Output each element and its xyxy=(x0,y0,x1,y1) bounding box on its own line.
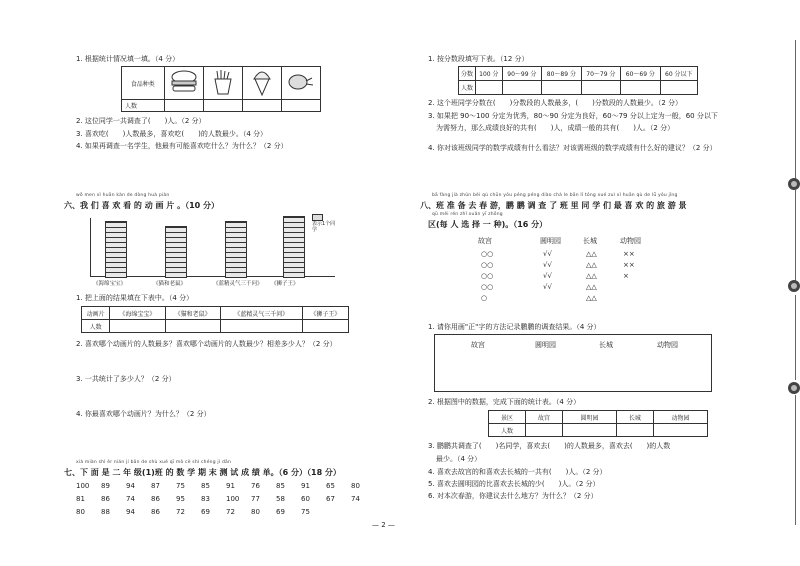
score-value: 72 xyxy=(176,508,185,516)
bar-label-3: 《狮子王》 xyxy=(271,281,299,287)
survey-mark: √√ xyxy=(543,261,552,269)
sec6-q1: 1. 把上面的结果填在下表中。（4 分） xyxy=(76,294,194,302)
cartoon-table-col1: 《海绵宝宝》 xyxy=(110,307,165,320)
score-value: 58 xyxy=(276,495,285,503)
bar-2 xyxy=(225,221,247,278)
tally-place-0: 故宫 xyxy=(471,341,485,349)
survey-mark: ×× xyxy=(623,261,635,269)
bar-block xyxy=(226,272,246,277)
band-col1: 100 分 xyxy=(476,67,503,81)
score-value: 85 xyxy=(201,482,210,490)
survey-header-2: 长城 xyxy=(583,237,597,245)
sec8-q1: 1. 请你用画"正"字的方法记录鹏鹏的调查结果。（4 分） xyxy=(428,323,601,331)
sec6-pinyin: wǒ men xǐ huān kàn de dòng huà piàn xyxy=(76,193,170,198)
food-table xyxy=(121,66,321,112)
score-value: 91 xyxy=(226,482,235,490)
survey-mark: ○○ xyxy=(481,250,494,258)
sec8-q2: 2. 根据图中的数据，完成下面的统计表。（4 分） xyxy=(428,398,581,406)
sec8-pinyin2: qū měi rén zhǐ xuǎn yī zhǒng xyxy=(432,212,503,217)
page-number: — 2 — xyxy=(372,521,395,529)
sec7-title: 七、下 面 是 二 年 级(1)班 的 数 学 期 末 测 试 成 绩 单。（6 分）（18 分） xyxy=(64,468,341,477)
band-row2: 人数 xyxy=(459,81,476,95)
score-value: 75 xyxy=(301,508,310,516)
sec8-q4: 4. 喜欢去故宫的和喜欢去长城的一共有( )人。（2 分） xyxy=(428,468,607,476)
band-col4: 70～79 分 xyxy=(581,67,620,81)
score-value: 74 xyxy=(351,495,360,503)
survey-mark: △△ xyxy=(586,261,597,269)
score-value: 100 xyxy=(226,495,240,503)
cartoon-table-col2: 《猫和老鼠》 xyxy=(165,307,220,320)
sec6-q3: 3. 一共统计了多少人？（2 分） xyxy=(76,375,176,383)
binding-line-3 xyxy=(795,295,796,380)
bar-3 xyxy=(283,216,305,278)
binding-line-2 xyxy=(795,190,796,285)
left-q4: 4. 如果再调查一名学生，他最有可能喜欢吃什么？为什么？（2 分） xyxy=(76,142,288,150)
band-col6: 60 分以下 xyxy=(660,67,697,81)
score-value: 80 xyxy=(251,508,260,516)
scenic-col3: 长城 xyxy=(616,411,653,424)
sec8-title2: 区(每 人 选 择 一 种)。（16 分） xyxy=(428,220,548,229)
cartoon-table-row2: 人数 xyxy=(82,320,110,333)
survey-mark: ×× xyxy=(623,250,635,258)
band-col5: 60～69 分 xyxy=(621,67,660,81)
score-value: 87 xyxy=(151,482,160,490)
right-q4: 4. 你对该班级同学的数学成绩有什么看法？对该需班级的数学成绩有什么好的建议？（2 分） xyxy=(428,144,717,152)
score-value: 91 xyxy=(301,482,310,490)
binding-hole-2 xyxy=(788,280,800,292)
score-value: 83 xyxy=(201,495,210,503)
survey-header-1: 圆明园 xyxy=(540,237,561,245)
survey-mark: √√ xyxy=(543,272,552,280)
score-value: 88 xyxy=(101,508,110,516)
right-q3b: 为需努力，那么成绩良好的共有( )人，成绩一般的共有( )人。（2 分） xyxy=(436,124,675,132)
survey-header-0: 故宫 xyxy=(478,237,492,245)
hamburger-icon xyxy=(164,67,203,100)
survey-mark: △△ xyxy=(586,250,597,258)
survey-mark: √√ xyxy=(543,283,552,291)
right-q1-text: 1. 按分数段填写下表。（12 分） xyxy=(428,55,529,63)
bar-block xyxy=(166,272,186,277)
band-col3: 80～89 分 xyxy=(542,67,581,81)
sec8-pinyin1: bā fàng jià zhǔn bèi qù chūn yóu péng péng diào chá le bān lǐ tóng xué zuì xǐ huān qù de lǚ yóu jǐng xyxy=(432,193,678,198)
score-value: 86 xyxy=(151,495,160,503)
score-value: 80 xyxy=(76,508,85,516)
score-value: 67 xyxy=(326,495,335,503)
tally-place-2: 长城 xyxy=(599,341,613,349)
bar-1 xyxy=(165,226,187,278)
survey-mark: √√ xyxy=(543,250,552,258)
score-value: 95 xyxy=(176,495,185,503)
scenic-col4: 动物园 xyxy=(653,411,707,424)
cartoon-table-col4: 《狮子王》 xyxy=(302,307,348,320)
survey-mark: △△ xyxy=(586,272,597,280)
sec6-q4: 4. 你最喜欢哪个动画片？为什么？（2 分） xyxy=(76,410,211,418)
scenic-col1: 故宫 xyxy=(525,411,562,424)
left-q2: 2. 这位同学一共调查了( )人。（2 分） xyxy=(76,117,206,125)
survey-mark: ○ xyxy=(481,294,488,302)
score-value: 89 xyxy=(101,482,110,490)
right-q2: 2. 这个班同学分数在( )分数段的人数最多，( )分数段的人数最少。（2 分） xyxy=(428,99,683,107)
icecream-icon xyxy=(242,67,281,100)
sec8-title1: 八、班 准 备 去 春 游，鹏 鹏 调 查 了 班 里 同 学 们 最 喜 欢 的 旅 游 景 xyxy=(420,201,687,210)
tally-place-3: 动物园 xyxy=(657,341,678,349)
survey-mark: ○○ xyxy=(481,283,494,291)
cartoon-table-col0: 动画片 xyxy=(82,307,110,320)
score-value: 80 xyxy=(351,482,360,490)
food-table-row2: 人数 xyxy=(122,100,165,112)
drumstick-icon xyxy=(281,67,320,100)
band-col2: 90～99 分 xyxy=(502,67,541,81)
score-value: 72 xyxy=(226,508,235,516)
score-row xyxy=(76,508,376,516)
score-value: 74 xyxy=(126,495,135,503)
survey-mark: × xyxy=(623,272,629,280)
score-value: 76 xyxy=(251,482,260,490)
bar-block xyxy=(284,272,304,277)
survey-header-3: 动物园 xyxy=(620,237,641,245)
binding-line-1 xyxy=(795,40,796,180)
score-value: 86 xyxy=(151,508,160,516)
survey-mark: ○○ xyxy=(481,272,494,280)
score-value: 65 xyxy=(326,482,335,490)
bar-block xyxy=(106,272,126,277)
scenic-table xyxy=(488,410,708,437)
sec8-q6: 6. 对本次春游，你建议去什么地方？为什么？（2 分） xyxy=(428,492,598,500)
cartoon-table-col3: 《蓝精灵气三千问》 xyxy=(220,307,302,320)
band-col0: 分数 xyxy=(459,67,476,81)
tally-box xyxy=(434,334,712,392)
survey-mark: ○○ xyxy=(481,261,494,269)
bar-label-0: 《海绵宝宝》 xyxy=(93,281,127,287)
sec8-q3b: 最少。（4 分） xyxy=(436,455,482,463)
score-value: 75 xyxy=(176,482,185,490)
scenic-col2: 圆明园 xyxy=(562,411,616,424)
sec7-pinyin: xià miàn shì èr nián jí bān de shù xué qī mò cè shì chéng jì dān xyxy=(76,460,232,465)
score-value: 94 xyxy=(126,482,135,490)
tally-place-1: 圆明园 xyxy=(535,341,556,349)
fries-icon xyxy=(203,67,242,100)
score-value: 81 xyxy=(76,495,85,503)
left-q3: 3. 喜欢吃( )人数最多，喜欢吃( )的人数最少。（4 分） xyxy=(76,130,268,138)
legend-swatch xyxy=(312,214,323,221)
chart-axis xyxy=(90,218,91,276)
score-value: 69 xyxy=(276,508,285,516)
left-q1-text: 1. 根据统计情况填一填。（4 分） xyxy=(76,55,180,63)
sec6-q2: 2. 喜欢哪个动画片的人数最多？喜欢哪个动画片的人数最少？相差多少人？（2 分） xyxy=(76,340,337,348)
sec8-q3a: 3. 鹏鹏共调查了( )名同学，喜欢去( )的人数最多，喜欢去( )的人数 xyxy=(428,442,671,450)
score-value: 100 xyxy=(76,482,90,490)
bar-0 xyxy=(105,221,127,278)
score-band-table xyxy=(458,66,698,95)
score-value: 77 xyxy=(251,495,260,503)
score-value: 94 xyxy=(126,508,135,516)
cartoon-table xyxy=(81,306,349,333)
legend-text: 表示1个同学 xyxy=(312,221,336,233)
binding-line-4 xyxy=(795,395,796,525)
scenic-col0: 景区 xyxy=(489,411,526,424)
score-value: 86 xyxy=(101,495,110,503)
bar-label-1: 《猫和老鼠》 xyxy=(153,281,187,287)
score-value: 69 xyxy=(201,508,210,516)
survey-mark: △△ xyxy=(586,283,597,291)
binding-hole-3 xyxy=(788,382,800,394)
bar-label-2: 《蓝精灵气三千问》 xyxy=(213,281,263,287)
right-q3a: 3. 如果把 90～100 分定为优秀，80～90 分定为良好，60～79 分以上定为一般，60 分以下 xyxy=(428,112,718,120)
food-table-head: 食品种类 xyxy=(122,67,165,100)
binding-hole-1 xyxy=(788,178,800,190)
survey-mark: △△ xyxy=(586,294,597,302)
score-value: 85 xyxy=(276,482,285,490)
sec6-title: 六、我 们 喜 欢 看 的 动 画 片 。（10 分） xyxy=(64,201,219,210)
sec8-q5: 5. 喜欢去圆明园的比喜欢去长城的少( )人。（2 分） xyxy=(428,480,600,488)
score-row xyxy=(76,495,376,503)
score-row xyxy=(76,482,376,490)
score-value: 60 xyxy=(301,495,310,503)
scenic-row2: 人数 xyxy=(489,424,526,437)
